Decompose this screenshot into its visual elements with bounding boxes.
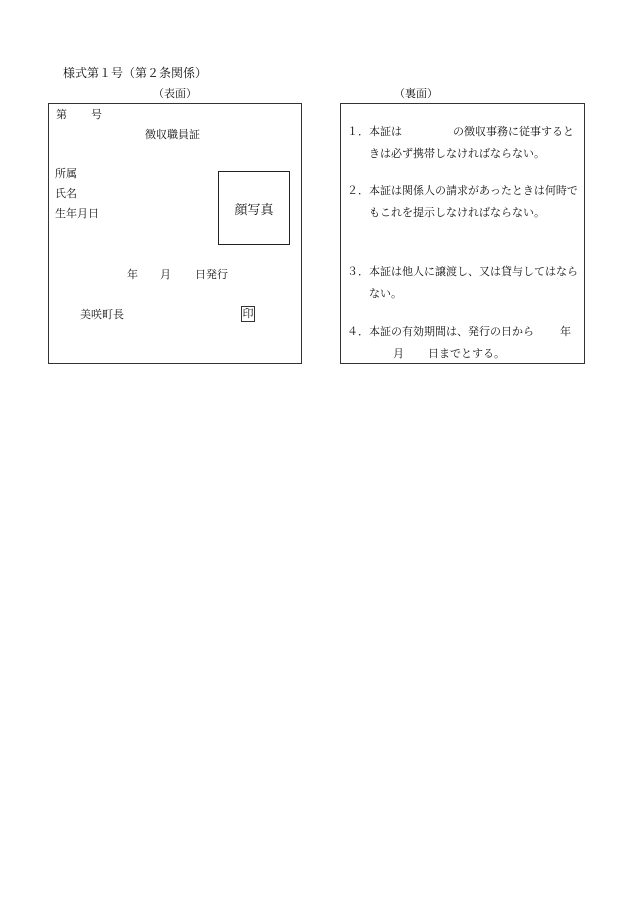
back-item-4-year: 年 [560, 325, 571, 338]
affiliation-label: 所属 [55, 167, 77, 180]
birthdate-label: 生年月日 [55, 207, 99, 220]
back-item-1-text-b: の徴収事務に従事するときは必ず携帯しなければならない。 [369, 125, 574, 160]
photo-placeholder [218, 171, 290, 245]
form-title: 様式第１号（第２条関係） [63, 66, 208, 80]
back-item-2-text: 本証は関係人の請求があったときは何時でもこれを提示しなければならない。 [369, 184, 578, 219]
issue-year-label: 年 [127, 268, 138, 281]
front-side-label: （表面） [153, 87, 197, 100]
back-item-1-text-a: 本証は [369, 125, 402, 138]
back-item-3 [347, 261, 579, 305]
issue-month-label: 月 [160, 268, 171, 281]
back-item-4-text-a: 本証の有効期間は、発行の日から [369, 325, 534, 338]
front-card [48, 103, 302, 364]
number-label-prefix: 第 [56, 108, 67, 121]
back-item-3-number: ３． [347, 265, 369, 278]
mayor-label: 美咲町長 [80, 308, 124, 321]
back-item-4-month: 月 [393, 347, 404, 360]
back-item-3-text: 本証は他人に譲渡し、又は貸与してはならない。 [369, 265, 578, 300]
seal-label: 印 [242, 307, 254, 320]
number-label-suffix: 号 [91, 108, 102, 121]
seal-mark [241, 306, 255, 322]
back-item-4 [347, 321, 579, 365]
issue-day-label: 日発行 [195, 268, 228, 281]
back-item-2-number: ２． [347, 184, 369, 197]
back-item-4-day: 日までとする。 [428, 347, 505, 360]
back-side-label: （裏面） [394, 87, 438, 100]
back-item-4-number: ４． [347, 325, 369, 338]
photo-label: 顔写真 [234, 202, 274, 218]
back-item-1-number: １． [347, 125, 369, 138]
card-title: 徴収職員証 [145, 128, 200, 141]
back-item-2 [347, 180, 579, 224]
back-item-1 [347, 121, 579, 165]
name-label: 氏名 [55, 187, 77, 200]
